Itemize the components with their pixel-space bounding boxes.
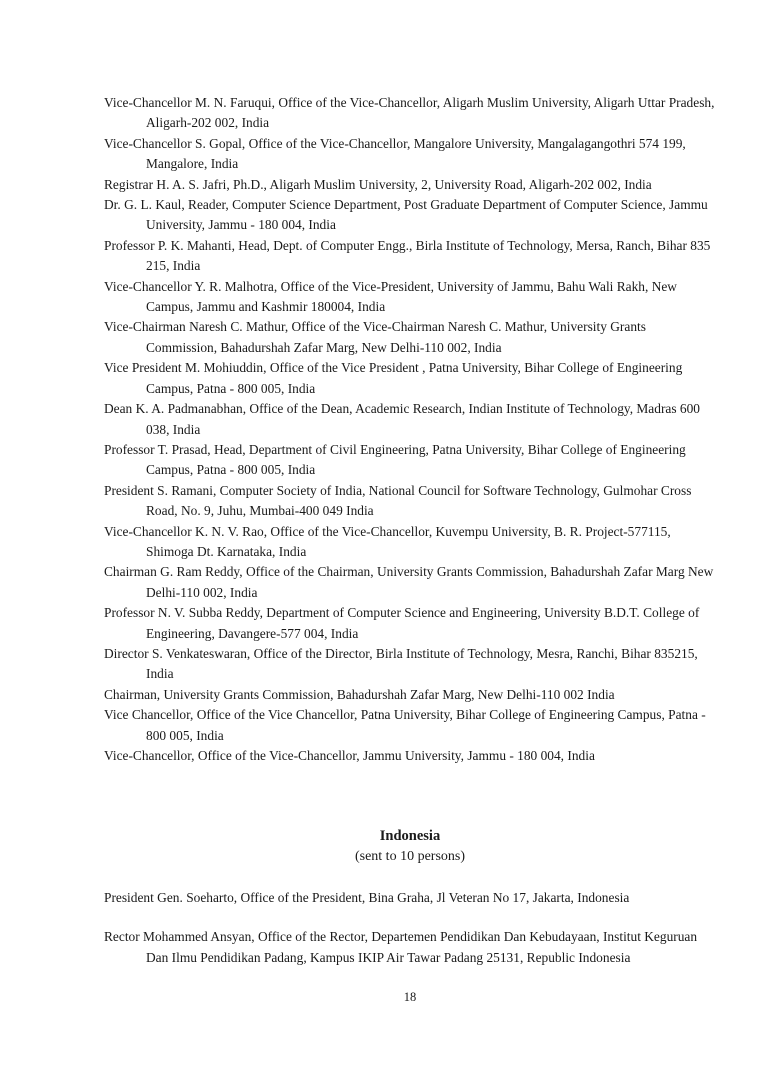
address-entry: Vice-Chancellor K. N. V. Rao, Office of the Vice-Chancellor, Kuvempu University, B. R. Project-577115, Shimoga Dt. Karnataka, India	[104, 523, 671, 559]
india-address-list	[104, 93, 716, 766]
address-entry: Vice-Chancellor M. N. Faruqui, Office of the Vice-Chancellor, Aligarh Muslim University, Aligarh Uttar Pradesh, Aligarh-202 002, India	[104, 95, 715, 131]
section-heading: Indonesia	[379, 828, 441, 844]
address-entry: Professor P. K. Mahanti, Head, Dept. of Computer Engg., Birla Institute of Technology, Mersa, Ranch, Bihar 835 215, India	[104, 237, 711, 274]
address-entry: President Gen. Soeharto, Office of the President, Bina Graha, Jl Veteran No 17, Jakarta, Indonesia	[104, 890, 630, 905]
address-entry: Vice-Chancellor S. Gopal, Office of the Vice-Chancellor, Mangalore University, Mangalagangothri 574 199, Mangalore, India	[104, 135, 686, 172]
page-number: 18	[403, 990, 417, 1004]
address-entry: Vice President M. Mohiuddin, Office of the Vice President , Patna University, Bihar College of Engineering Campus, Patna - 800 005, India	[104, 360, 683, 396]
address-entry: Vice-Chancellor Y. R. Malhotra, Office of the Vice-President, University of Jammu, Bahu Wali Rakh, New Campus, Jammu and Kashmir 180004, India	[104, 278, 677, 315]
address-entry: Director S. Venkateswaran, Office of the Director, Birla Institute of Technology, Mesra, Ranchi, Bihar 835215, India	[104, 645, 698, 682]
section-subheading: (sent to 10 persons)	[354, 849, 466, 864]
address-entry: Professor T. Prasad, Head, Department of Civil Engineering, Patna University, Bihar College of Engineering Campus, Patna - 800 005, India	[104, 441, 686, 478]
address-entry: Vice Chancellor, Office of the Vice Chancellor, Patna University, Bihar College of Engineering Campus, Patna - 800 005, India	[104, 707, 706, 743]
address-entry: Registrar H. A. S. Jafri, Ph.D., Aligarh Muslim University, 2, University Road, Aligarh-202 002, India	[104, 176, 652, 192]
address-entry: Vice-Chairman Naresh C. Mathur, Office of the Vice-Chairman Naresh C. Mathur, University Grants Commission, Bahadurshah Zafar Marg, New Delhi-110 002, India	[104, 319, 646, 355]
address-entry: President S. Ramani, Computer Society of India, National Council for Software Technology, Gulmohar Cross Road, No. 9, Juhu, Mumbai-400 049 India	[104, 482, 692, 519]
address-entry: Chairman G. Ram Reddy, Office of the Chairman, University Grants Commission, Bahadurshah Zafar Marg New Delhi-110 002, India	[104, 564, 714, 600]
address-entry: Professor N. V. Subba Reddy, Department of Computer Science and Engineering, University B.D.T. College of Engineering, Davangere-577 004, India	[104, 605, 700, 641]
address-entry: Dr. G. L. Kaul, Reader, Computer Science Department, Post Graduate Department of Computer Science, Jammu University, Jammu - 180 004, India	[104, 197, 708, 233]
address-entry: Rector Mohammed Ansyan, Office of the Rector, Departemen Pendidikan Dan Kebudayaan, Institut Keguruan Dan Ilmu Pendidikan Padang, Kampus IKIP Air Tawar Padang 25131, Republic Indonesia	[104, 929, 698, 965]
address-entry: Vice-Chancellor, Office of the Vice-Chancellor, Jammu University, Jammu - 180 004, India	[104, 748, 595, 763]
address-entry: Chairman, University Grants Commission, Bahadurshah Zafar Marg, New Delhi-110 002 India	[104, 686, 615, 702]
address-entry: Dean K. A. Padmanabhan, Office of the Dean, Academic Research, Indian Institute of Technology, Madras 600 038, India	[104, 401, 700, 437]
indonesia-address-list	[104, 888, 716, 987]
